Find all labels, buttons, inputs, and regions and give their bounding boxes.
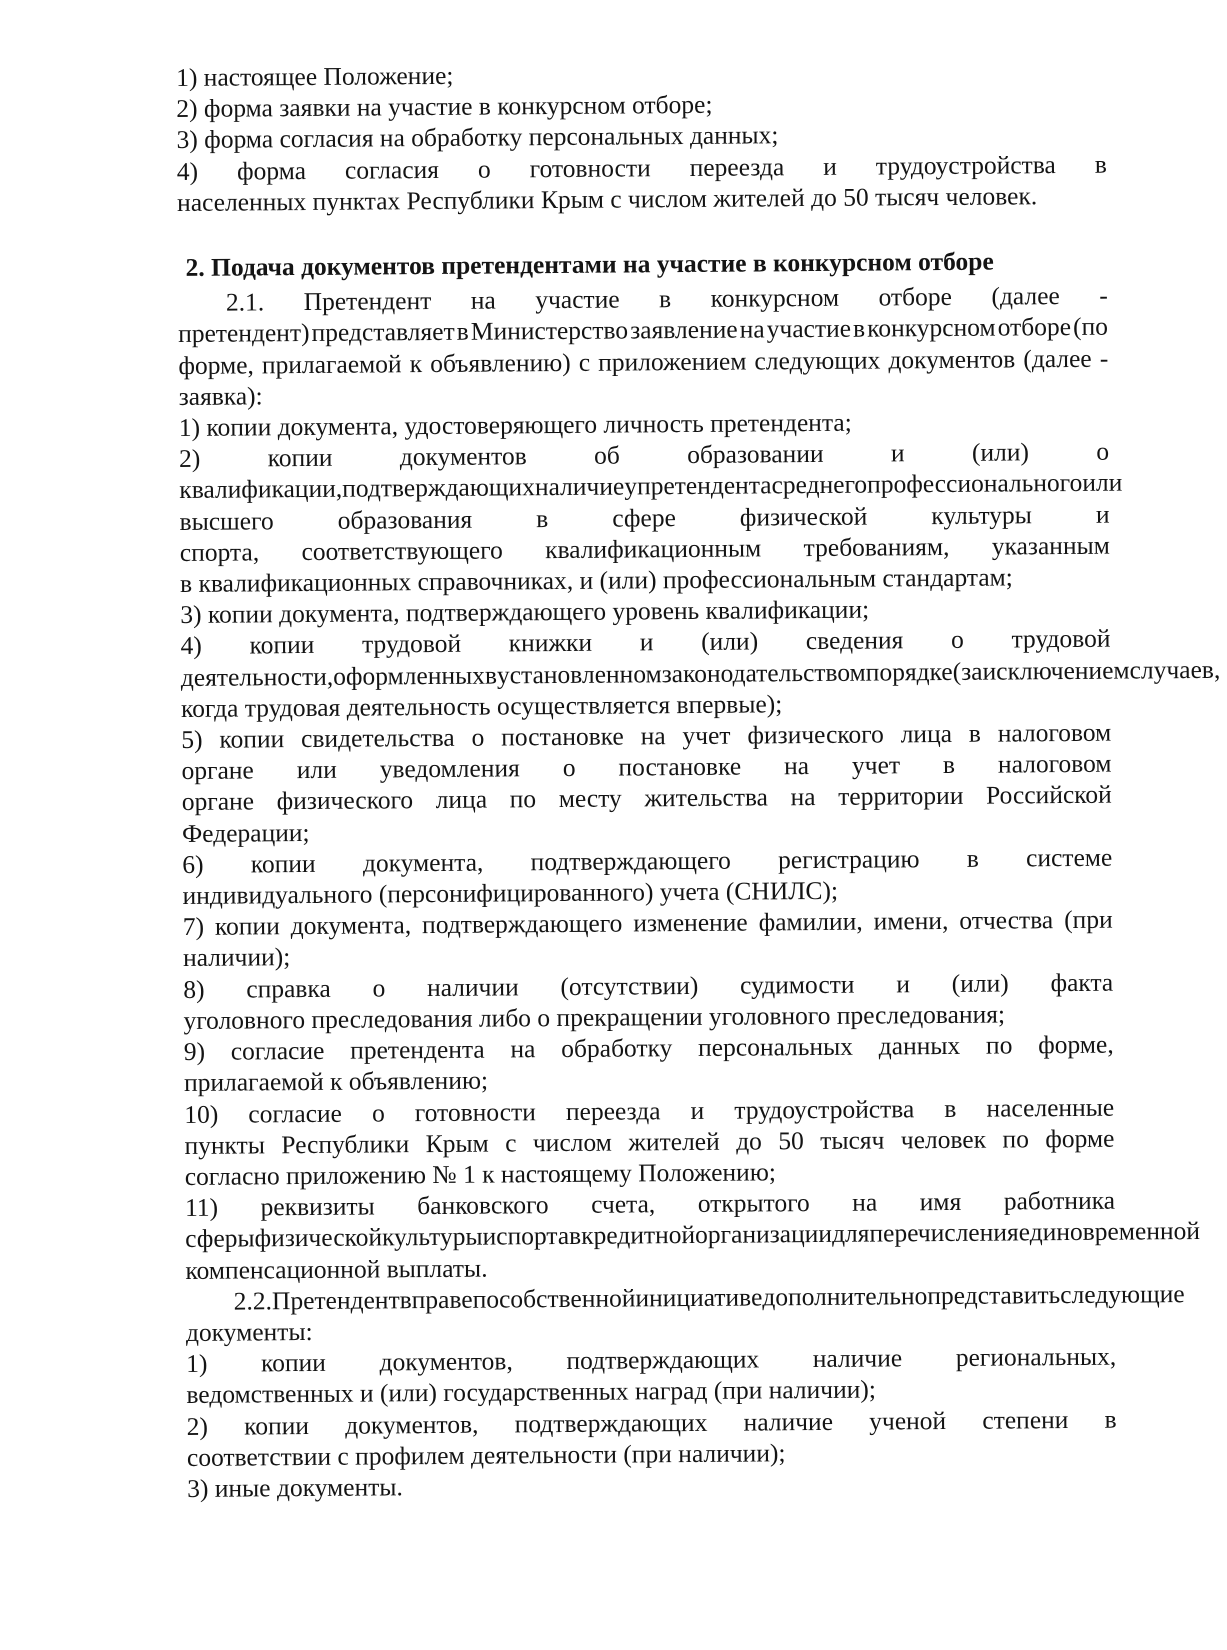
text-line: 9) согласие претендента на обработку персональных данных по форме,	[183, 1029, 1114, 1067]
text-line: уголовного преследования либо о прекращении уголовного преследования;	[183, 999, 1006, 1035]
list-item	[187, 1466, 1117, 1505]
paragraph-2-1-text	[178, 280, 1109, 412]
document-text	[176, 55, 1221, 1504]
text-line: 2.1. Претендент на участие в конкурсном отборе (далее -	[225, 280, 1108, 317]
text-line: 1) копии документов, подтверждающих наличие региональных,	[186, 1341, 1117, 1379]
text-line: претендент) представляет в Министерство заявление на участие в конкурсном отборе (по	[178, 312, 1109, 349]
text-line: 10) согласие о готовности переезда и трудоустройства в населенные	[184, 1092, 1115, 1129]
paragraph-2-1	[178, 280, 1221, 1286]
list-item	[184, 1029, 1114, 1099]
text-line: 3) копии документа, подтверждающего уровень квалификации;	[180, 594, 870, 630]
text-line: 6) копии документа, подтверждающего регистрацию в системе	[182, 842, 1113, 879]
text-line: 11) реквизиты банковского счета, открытого на имя работника	[184, 1185, 1116, 1223]
text-line: 2) форма заявки на участие в конкурсном отборе;	[176, 89, 713, 124]
list-item	[183, 904, 1113, 974]
text-line: индивидуального (персонифицированного) учета (СНИЛС);	[182, 875, 839, 911]
text-line: форме, прилагаемой к объявлению) с приложением следующих документов (далее -	[178, 343, 1109, 380]
text-line: 7) копии документа, подтверждающего изменение фамилии, имени, отчества (при	[182, 904, 1113, 942]
list-item	[184, 1185, 1201, 1286]
text-line: 2.2. Претендент вправе по собственной инициативе дополнительно представить следующие	[233, 1278, 1185, 1316]
list-item	[182, 842, 1112, 912]
list-item	[183, 966, 1113, 1036]
list-item	[179, 436, 1123, 599]
text-line: пункты Республики Крым с числом жителей до 50 тысяч человек по форме	[184, 1123, 1115, 1160]
paragraph-2-2	[185, 1278, 1185, 1504]
list-item	[184, 1091, 1115, 1192]
text-line: 5) копии свидетельства о постановке на учет физического лица в налоговом	[181, 717, 1112, 755]
text-line: в квалификационных справочниках, и (или) профессиональным стандартам;	[179, 562, 1013, 599]
paragraph-2-2-text	[185, 1278, 1185, 1348]
text-line: наличии);	[182, 942, 291, 973]
text-line: когда трудовая деятельность осуществляется впервые);	[180, 689, 783, 723]
text-line: сферы физической культуры и спорта в кредитной организации для перечисления единовременной	[185, 1216, 1201, 1254]
text-line: компенсационной выплаты.	[185, 1253, 488, 1285]
text-line: квалификации, подтверждающих наличие у претендента среднего профессионального или	[179, 468, 1123, 505]
intro-list	[176, 55, 1107, 218]
text-line: спорта, соответствующего квалификационным требованиям, указанным	[179, 530, 1110, 567]
text-line: населенных пунктах Республики Крым с числом жителей до 50 тысяч человек.	[176, 181, 1038, 217]
text-line: документы:	[185, 1316, 313, 1347]
list-item	[177, 148, 1107, 218]
section-heading: 2. Подача документов претендентами на участие в конкурсном отборе	[185, 246, 994, 282]
text-line: 1) настоящее Положение;	[176, 60, 454, 92]
text-line: 3) форма согласия на обработку персональных данных;	[176, 120, 779, 155]
list-item	[180, 623, 1221, 724]
text-line: органе или уведомления о постановке на учет в налоговом	[181, 748, 1112, 786]
list-item	[187, 1403, 1117, 1473]
list-item	[186, 1341, 1116, 1411]
text-line: 3) иные документы.	[187, 1472, 403, 1503]
text-line: согласно приложению № 1 к настоящему Положению;	[184, 1157, 777, 1191]
text-line: 8) справка о наличии (отсутствии) судимости и (или) факта	[183, 967, 1114, 1004]
text-line: 4) форма согласия о готовности переезда и трудоустройства в	[176, 149, 1107, 186]
text-line: органе физического лица по месту жительства на территории Российской	[181, 780, 1112, 817]
text-line: заявка):	[178, 381, 263, 411]
text-line: высшего образования в сфере физической культуры и	[179, 499, 1110, 536]
list-item	[181, 717, 1112, 849]
text-line: 4) копии трудовой книжки и (или) сведения о трудовой	[180, 624, 1111, 661]
text-line: прилагаемой к объявлению;	[183, 1065, 489, 1098]
text-line: 1) копии документа, удостоверяющего личность претендента;	[178, 407, 852, 443]
text-line: 2) копии документов об образовании и (или) о	[179, 436, 1110, 474]
text-line: 2) копии документов, подтверждающих наличие ученой степени в	[186, 1404, 1117, 1441]
text-line: ведомственных и (или) государственных наград (при наличии);	[186, 1374, 877, 1410]
text-line: Федерации;	[181, 817, 310, 848]
text-line: деятельности, оформленных в установленном законодательством порядке (за исключением случаев,	[180, 654, 1221, 692]
text-line: соответствии с профилем деятельности (при наличии);	[186, 1437, 786, 1472]
